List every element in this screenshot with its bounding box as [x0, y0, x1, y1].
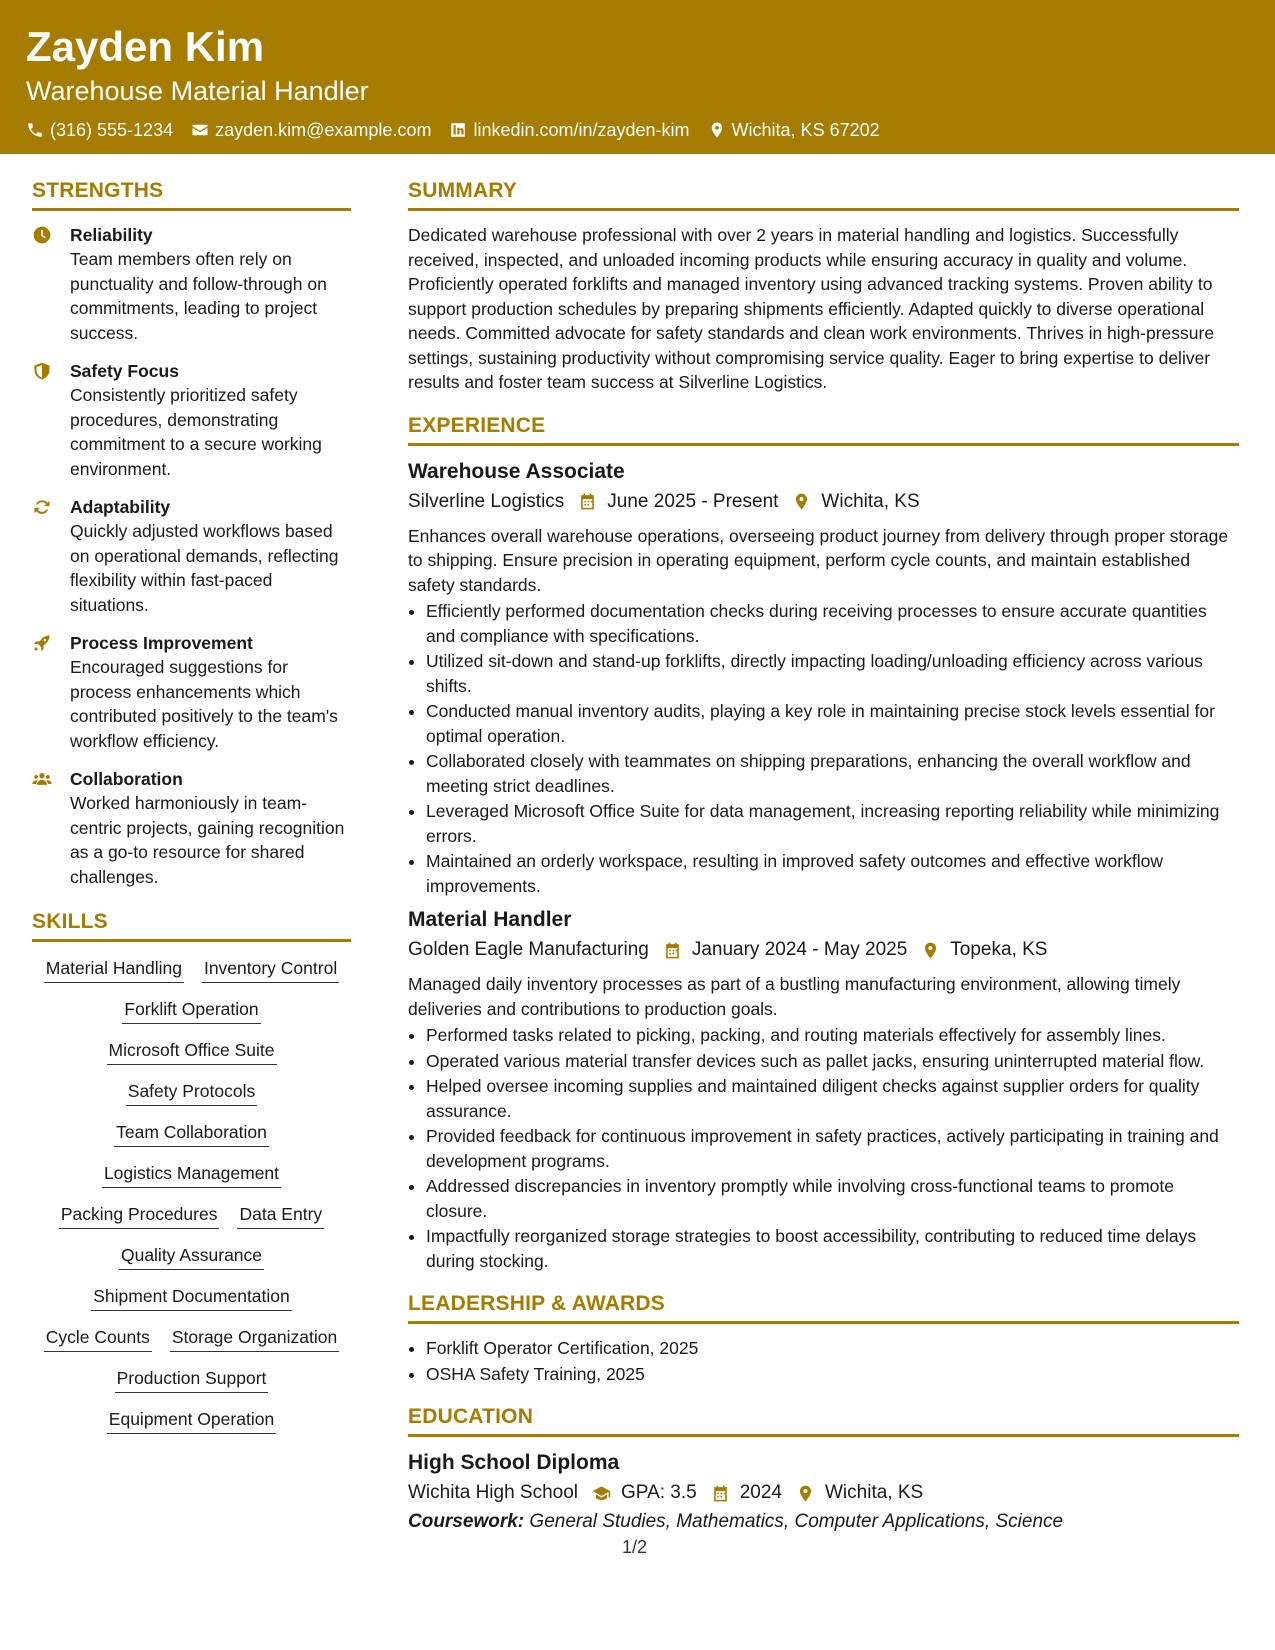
skill-tag: Equipment Operation [107, 1407, 276, 1434]
graduation-cap-icon [592, 1484, 611, 1503]
users-icon [32, 769, 52, 789]
skill-tag: Microsoft Office Suite [107, 1038, 277, 1065]
strength-title: Collaboration [70, 769, 183, 789]
job-location: Wichita, KS [821, 490, 920, 512]
strength-item [32, 359, 351, 481]
skill-tag: Material Handling [44, 956, 184, 983]
graduation-year: 2024 [739, 1482, 782, 1503]
contact-location [708, 118, 880, 142]
skill-tag: Shipment Documentation [91, 1284, 292, 1311]
job-location: Topeka, KS [950, 939, 1048, 960]
job-bullets [408, 1023, 1239, 1273]
calendar-icon [663, 941, 682, 960]
coursework-label: Coursework: [408, 1511, 525, 1532]
map-pin-icon [921, 941, 940, 960]
strength-desc: Quickly adjusted workflows based on operational demands, reflecting flexibility within fast-paced situations. [70, 521, 339, 615]
job-dates: June 2025 - Present [607, 490, 779, 512]
candidate-name: Zayden Kim [26, 23, 265, 70]
awards-list [408, 1336, 1239, 1386]
education-meta [408, 1479, 1239, 1507]
skill-tag: Team Collaboration [114, 1120, 269, 1147]
school-name: Wichita High School [408, 1482, 579, 1503]
strengths-heading: STRENGTHS [32, 178, 351, 211]
skill-tag: Logistics Management [102, 1161, 281, 1188]
job-title: Warehouse Associate [408, 459, 625, 483]
experience-heading: EXPERIENCE [408, 413, 1239, 446]
skill-tag: Production Support [115, 1366, 269, 1393]
refresh-icon [32, 497, 52, 517]
job-company: Golden Eagle Manufacturing [408, 939, 649, 960]
strength-title: Adaptability [70, 497, 171, 517]
strength-desc: Team members often rely on punctuality and follow-through on commitments, leading to project success. [70, 249, 327, 343]
contact-phone [26, 118, 173, 142]
job-meta [408, 488, 1239, 516]
job-dates: January 2024 - May 2025 [691, 939, 908, 960]
strength-item [32, 223, 351, 345]
bullet-item: • Provided feedback for continuous improvement in safety practices, actively participating in training and development programs. [426, 1124, 1239, 1173]
strength-desc: Worked harmoniously in team-centric projects, gaining recognition as a go-to resource for shared challenges. [70, 793, 345, 887]
map-pin-icon [792, 492, 811, 511]
bullet-item: • Operated various material transfer devices such as pallet jacks, ensuring uninterrupted material flow. [426, 1049, 1239, 1074]
skill-tag: Inventory Control [202, 956, 339, 983]
bullet-item: • Collaborated closely with teammates on shipping preparations, enhancing the overall workflow and meeting strict deadlines. [426, 749, 1239, 798]
strength-desc: Consistently prioritized safety procedures, demonstrating commitment to a secure working environment. [70, 385, 322, 479]
strength-item [32, 767, 351, 889]
clock-icon [32, 225, 52, 245]
page-number: 1/2 [622, 1537, 648, 1557]
bullet-item: • Efficiently performed documentation checks during receiving processes to ensure accurate quantities and compliance with specifications. [426, 599, 1239, 648]
map-pin-icon [796, 1484, 815, 1503]
skill-tag: Packing Procedures [59, 1202, 220, 1229]
education-heading: EDUCATION [408, 1404, 1239, 1437]
map-pin-icon [708, 121, 726, 139]
envelope-icon [191, 121, 209, 139]
bullet-item: • Utilized sit-down and stand-up forklifts, directly impacting loading/unloading efficiency across various shifts. [426, 649, 1239, 698]
phone-icon [26, 121, 44, 139]
gpa-text: GPA: 3.5 [621, 1482, 697, 1503]
calendar-icon [711, 1484, 730, 1503]
skills-heading: SKILLS [32, 909, 351, 942]
degree-title: High School Diploma [408, 1451, 620, 1474]
bullet-item: • Performed tasks related to picking, packing, and routing materials effectively for assembly lines. [426, 1023, 1239, 1048]
summary-text: Dedicated warehouse professional with over 2 years in material handling and logistics. Successfully received, inspected, and unloaded incoming products while ensuring accuracy in quality and volume. Proficiently operated forklifts and managed inventory using advanced tracking systems. Proven ability to support production schedules by preparing shipments efficiently. Adapted quickly to diverse operational needs. Committed advocate for safety standards and clean work environments. Thrives in high-pressure settings, sustaining productivity without compromising service quality. Eager to bring expertise to deliver results and foster team success at Silverline Logistics. [408, 225, 1215, 392]
bullet-item: • Helped oversee incoming supplies and maintained diligent checks against supplier orders for quality assurance. [426, 1074, 1239, 1123]
award-item: • Forklift Operator Certification, 2025 [426, 1336, 1239, 1361]
rocket-icon [32, 633, 52, 653]
skill-tag: Safety Protocols [126, 1079, 257, 1106]
award-item: • OSHA Safety Training, 2025 [426, 1362, 1239, 1387]
job-title: Material Handler [408, 908, 572, 931]
bullet-item: • Maintained an orderly workspace, resulting in improved safety outcomes and effective workflow improvements. [426, 849, 1239, 898]
shield-icon [32, 361, 52, 381]
bullet-item: • Addressed discrepancies in inventory promptly while involving cross-functional teams to promote closure. [426, 1174, 1239, 1223]
strength-item [32, 631, 351, 753]
awards-heading: LEADERSHIP & AWARDS [408, 1291, 1239, 1324]
contact-linkedin[interactable] [449, 118, 689, 142]
skills-list [32, 954, 351, 1434]
school-location: Wichita, KS [825, 1482, 924, 1503]
location-text: Wichita, KS 67202 [731, 120, 880, 140]
email-text[interactable]: zayden.kim@example.com [215, 120, 432, 140]
skill-tag: Forklift Operation [122, 997, 260, 1024]
skill-tag: Data Entry [237, 1202, 324, 1229]
job-entry [408, 458, 1239, 899]
bullet-item: • Impactfully reorganized storage strategies to boost accessibility, contributing to reduced time delays during stocking. [426, 1224, 1239, 1273]
resume-header [0, 0, 1275, 154]
job-meta [408, 936, 1239, 964]
job-description: Enhances overall warehouse operations, overseeing product journey from delivery through proper storage to shipping. Ensure precision in operating equipment, perform cycle counts, and maintain established safety standards. [408, 525, 1229, 595]
bullet-item: • Leveraged Microsoft Office Suite for data management, increasing reporting reliability while minimizing errors. [426, 799, 1239, 848]
skill-tag: Quality Assurance [119, 1243, 264, 1270]
job-bullets [408, 599, 1239, 898]
contact-bar [26, 118, 1249, 142]
calendar-icon [578, 492, 597, 511]
coursework [408, 1509, 1239, 1535]
strength-title: Reliability [70, 225, 153, 245]
strength-title: Process Improvement [70, 633, 253, 653]
skill-tag: Cycle Counts [44, 1325, 152, 1352]
strength-desc: Encouraged suggestions for process enhancements which contributed positively to the team's workflow efficiency. [70, 657, 338, 751]
linkedin-icon [449, 121, 467, 139]
candidate-role: Warehouse Material Handler [26, 76, 369, 106]
job-entry [408, 906, 1239, 1273]
coursework-list: General Studies, Mathematics, Computer Applications, Science [529, 1511, 1064, 1532]
bullet-item: • Conducted manual inventory audits, playing a key role in maintaining precise stock levels essential for optimal operation. [426, 699, 1239, 748]
job-description: Managed daily inventory processes as part of a bustling manufacturing environment, allowing timely deliveries and contributions to production goals. [408, 974, 1181, 1019]
job-company: Silverline Logistics [408, 490, 565, 512]
strength-item [32, 495, 351, 617]
summary-heading: SUMMARY [408, 178, 1239, 211]
skill-tag: Storage Organization [170, 1325, 339, 1352]
right-column [408, 154, 1239, 1535]
contact-email[interactable] [191, 118, 431, 142]
left-column [32, 154, 351, 1535]
phone-text: (316) 555-1234 [50, 120, 174, 140]
strength-title: Safety Focus [70, 361, 179, 381]
linkedin-text[interactable]: linkedin.com/in/zayden-kim [473, 120, 690, 140]
